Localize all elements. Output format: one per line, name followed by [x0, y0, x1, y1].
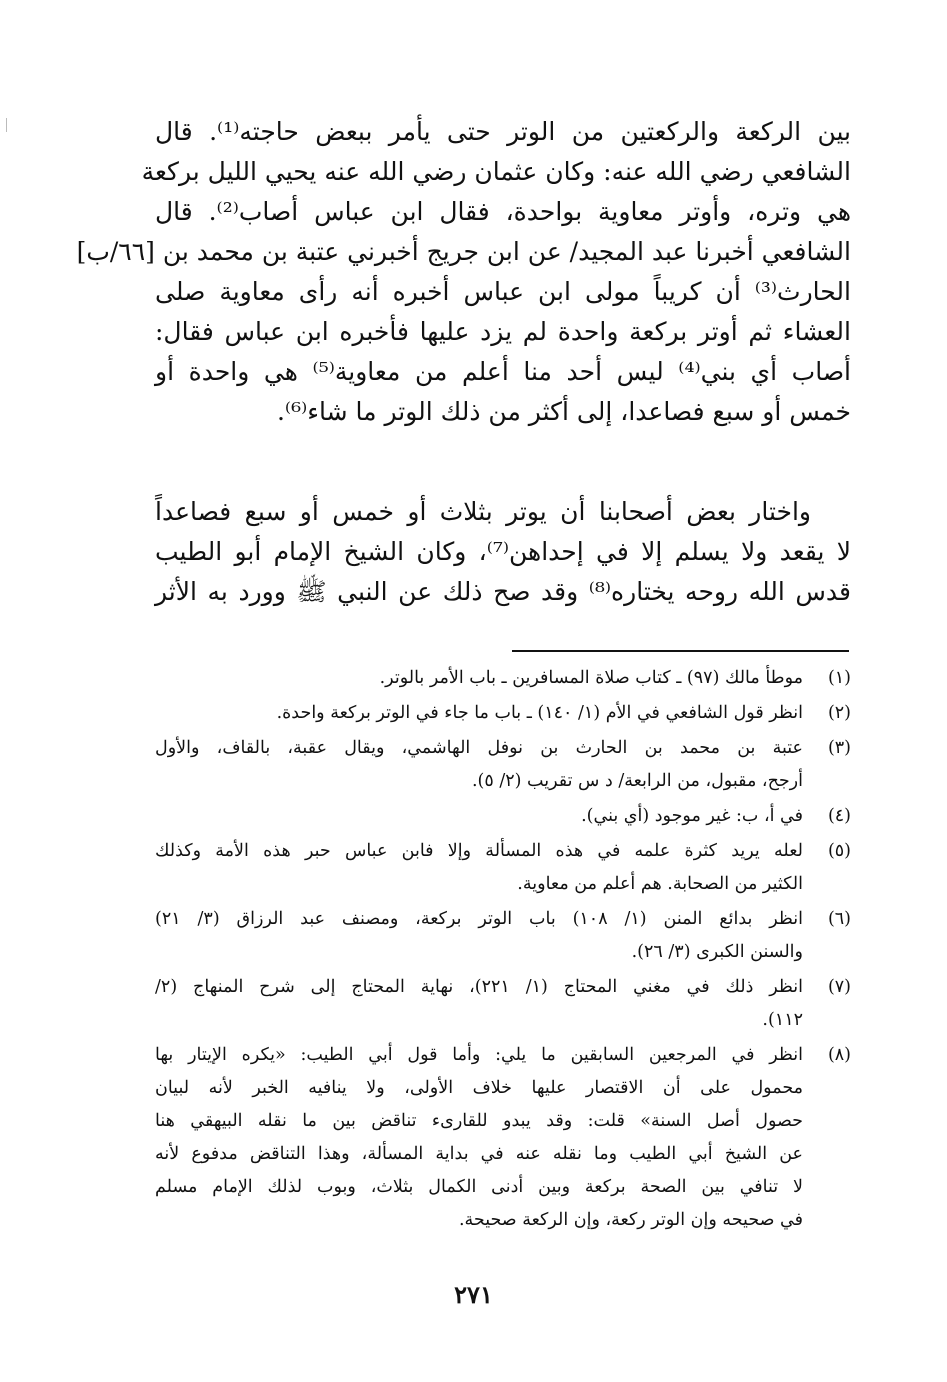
text-line: أصاب أي بني⁽⁴⁾ ليس أحد منا أعلم من معاوية⁽⁵⁾ هي واحدة أو [155, 357, 851, 386]
main-paragraph-2 [155, 492, 851, 612]
text-line: الشافعي أخبرنا عبد المجيد/ عن ابن جريج أخبرني عتبة بن محمد بن [٦٦/ب] [76, 237, 851, 266]
footnote-6 [155, 903, 851, 969]
footnote-number: (٣) [827, 738, 851, 758]
footnote-line: انظر بدائع المنن (١/ ١٠٨) باب الوتر بركعة، ومصنف عبد الرزاق (٣/ ٢١) [155, 909, 803, 929]
footnote-line: موطأ مالك (٩٧) ـ كتاب صلاة المسافرين ـ باب الأمر بالوتر. [379, 668, 803, 688]
footnote-line: والسنن الكبرى (٣/ ٢٦). [631, 942, 803, 962]
text-line: هي وتره، وأوتر معاوية بواحدة، فقال ابن عباس أصاب⁽²⁾. قال [155, 197, 852, 226]
footnote-number: (٢) [827, 703, 851, 723]
text-line: لا يقعد ولا يسلم إلا في إحداهن⁽⁷⁾، وكان الشيخ الإمام أبو الطيب [155, 537, 851, 566]
footnote-number: (٦) [827, 909, 851, 929]
footnote-line: أرجح، مقبول، من الرابعة/ د س تقريب (٢/ ٥). [471, 771, 803, 791]
page-number: ٢٧١ [454, 1280, 493, 1309]
text-line: واختار بعض أصحابنا أن يوتر بثلاث أو خمس أو سبع فصاعداً [155, 497, 811, 526]
text-line: العشاء ثم أوتر بركعة واحدة لم يزد عليها فأخبره ابن عباس فقال: [155, 317, 851, 346]
footnote-line: محمول على أن الاقتصار عليها خلاف الأولى، ولا ينافيه الخبر لأنه لبيان [155, 1078, 803, 1098]
footnote-line: انظر ذلك في مغني المحتاج (١/ ٢٢١)، نهاية المحتاج إلى شرح المنهاج (٢/ [155, 977, 803, 997]
footnote-number: (٨) [827, 1045, 851, 1065]
main-paragraph-1 [76, 112, 852, 432]
footnote-text [155, 732, 803, 798]
text-line: قدس الله روحه يختاره⁽⁸⁾ وقد صح ذلك عن النبي ﷺ وورد به الأثر [155, 577, 852, 606]
text-line: الحارث⁽³⁾ أن كريباً مولى ابن عباس أخبره أنه رأى معاوية صلى [155, 277, 851, 306]
scan-margin-mark [6, 118, 7, 132]
footnote-line: انظر قول الشافعي في الأم (١/ ١٤٠) ـ باب ما جاء في الوتر بركعة واحدة. [276, 703, 803, 723]
footnote-line: حصول أصل السنة» قلت: وقد يبدو للقارىء تناقض بين ما نقله البيهقي هنا [155, 1111, 803, 1131]
footnote-1 [155, 662, 851, 695]
text-line: بين الركعة والركعتين من الوتر حتى يأمر ببعض حاجته⁽¹⁾. قال [155, 117, 852, 146]
footnote-text [155, 903, 803, 969]
footnote-line: لا تنافي بين الصحة بركعة وبين أدنى الكمال بثلاث، وبوب لذلك الإمام مسلم [155, 1177, 803, 1197]
footnote-line: ١١٢). [762, 1010, 803, 1030]
footnote-number: (٥) [827, 841, 851, 861]
footnote-line: الكثير من الصحابة. هم أعلم من معاوية. [517, 874, 803, 894]
footnote-text [155, 971, 803, 1037]
footnote-4 [155, 800, 851, 833]
footnote-line: لعله يريد كثرة علمه في هذه المسألة وإلا فابن عباس حبر هذه الأمة وكذلك [155, 841, 803, 861]
footnote-text [155, 662, 803, 695]
footnote-number: (٧) [827, 977, 851, 997]
footnote-line: في أ، ب: غير موجود (أي بني). [581, 806, 803, 826]
footnote-number: (٤) [827, 806, 851, 826]
footnote-line: عتبة بن محمد بن الحارث بن نوفل الهاشمي، ويقال عقبة، بالقاف، والأول [155, 738, 803, 758]
footnote-separator [512, 650, 849, 652]
footnote-2 [155, 697, 851, 730]
text-line: خمس أو سبع فصاعدا، إلى أكثر من ذلك الوتر ما شاء⁽⁶⁾. [276, 397, 851, 426]
footnote-text [155, 835, 803, 901]
footnote-text [155, 697, 803, 730]
footnote-5 [155, 835, 851, 901]
footnote-text [155, 800, 803, 833]
text-line: الشافعي رضي الله عنه: وكان عثمان رضي الله عنه يحيي الليل بركعة [141, 157, 851, 186]
footnote-number: (١) [827, 668, 851, 688]
footnote-line: انظر في المرجعين السابقين ما يلي: وأما قول أبي الطيب: «يكره الإيتار بها [155, 1045, 803, 1065]
footnotes [155, 662, 851, 1239]
footnote-8 [155, 1039, 851, 1237]
footnote-line: في صحيحه وإن الوتر ركعة، وإن الركعة صحيحة. [458, 1210, 803, 1230]
footnote-7 [155, 971, 851, 1037]
footnote-line: عن الشيخ أبي الطيب وما نقله عنه في بداية المسألة، وهذا التناقض مدفوع لأنه [155, 1144, 803, 1164]
footnote-text [155, 1039, 803, 1237]
footnote-3 [155, 732, 851, 798]
